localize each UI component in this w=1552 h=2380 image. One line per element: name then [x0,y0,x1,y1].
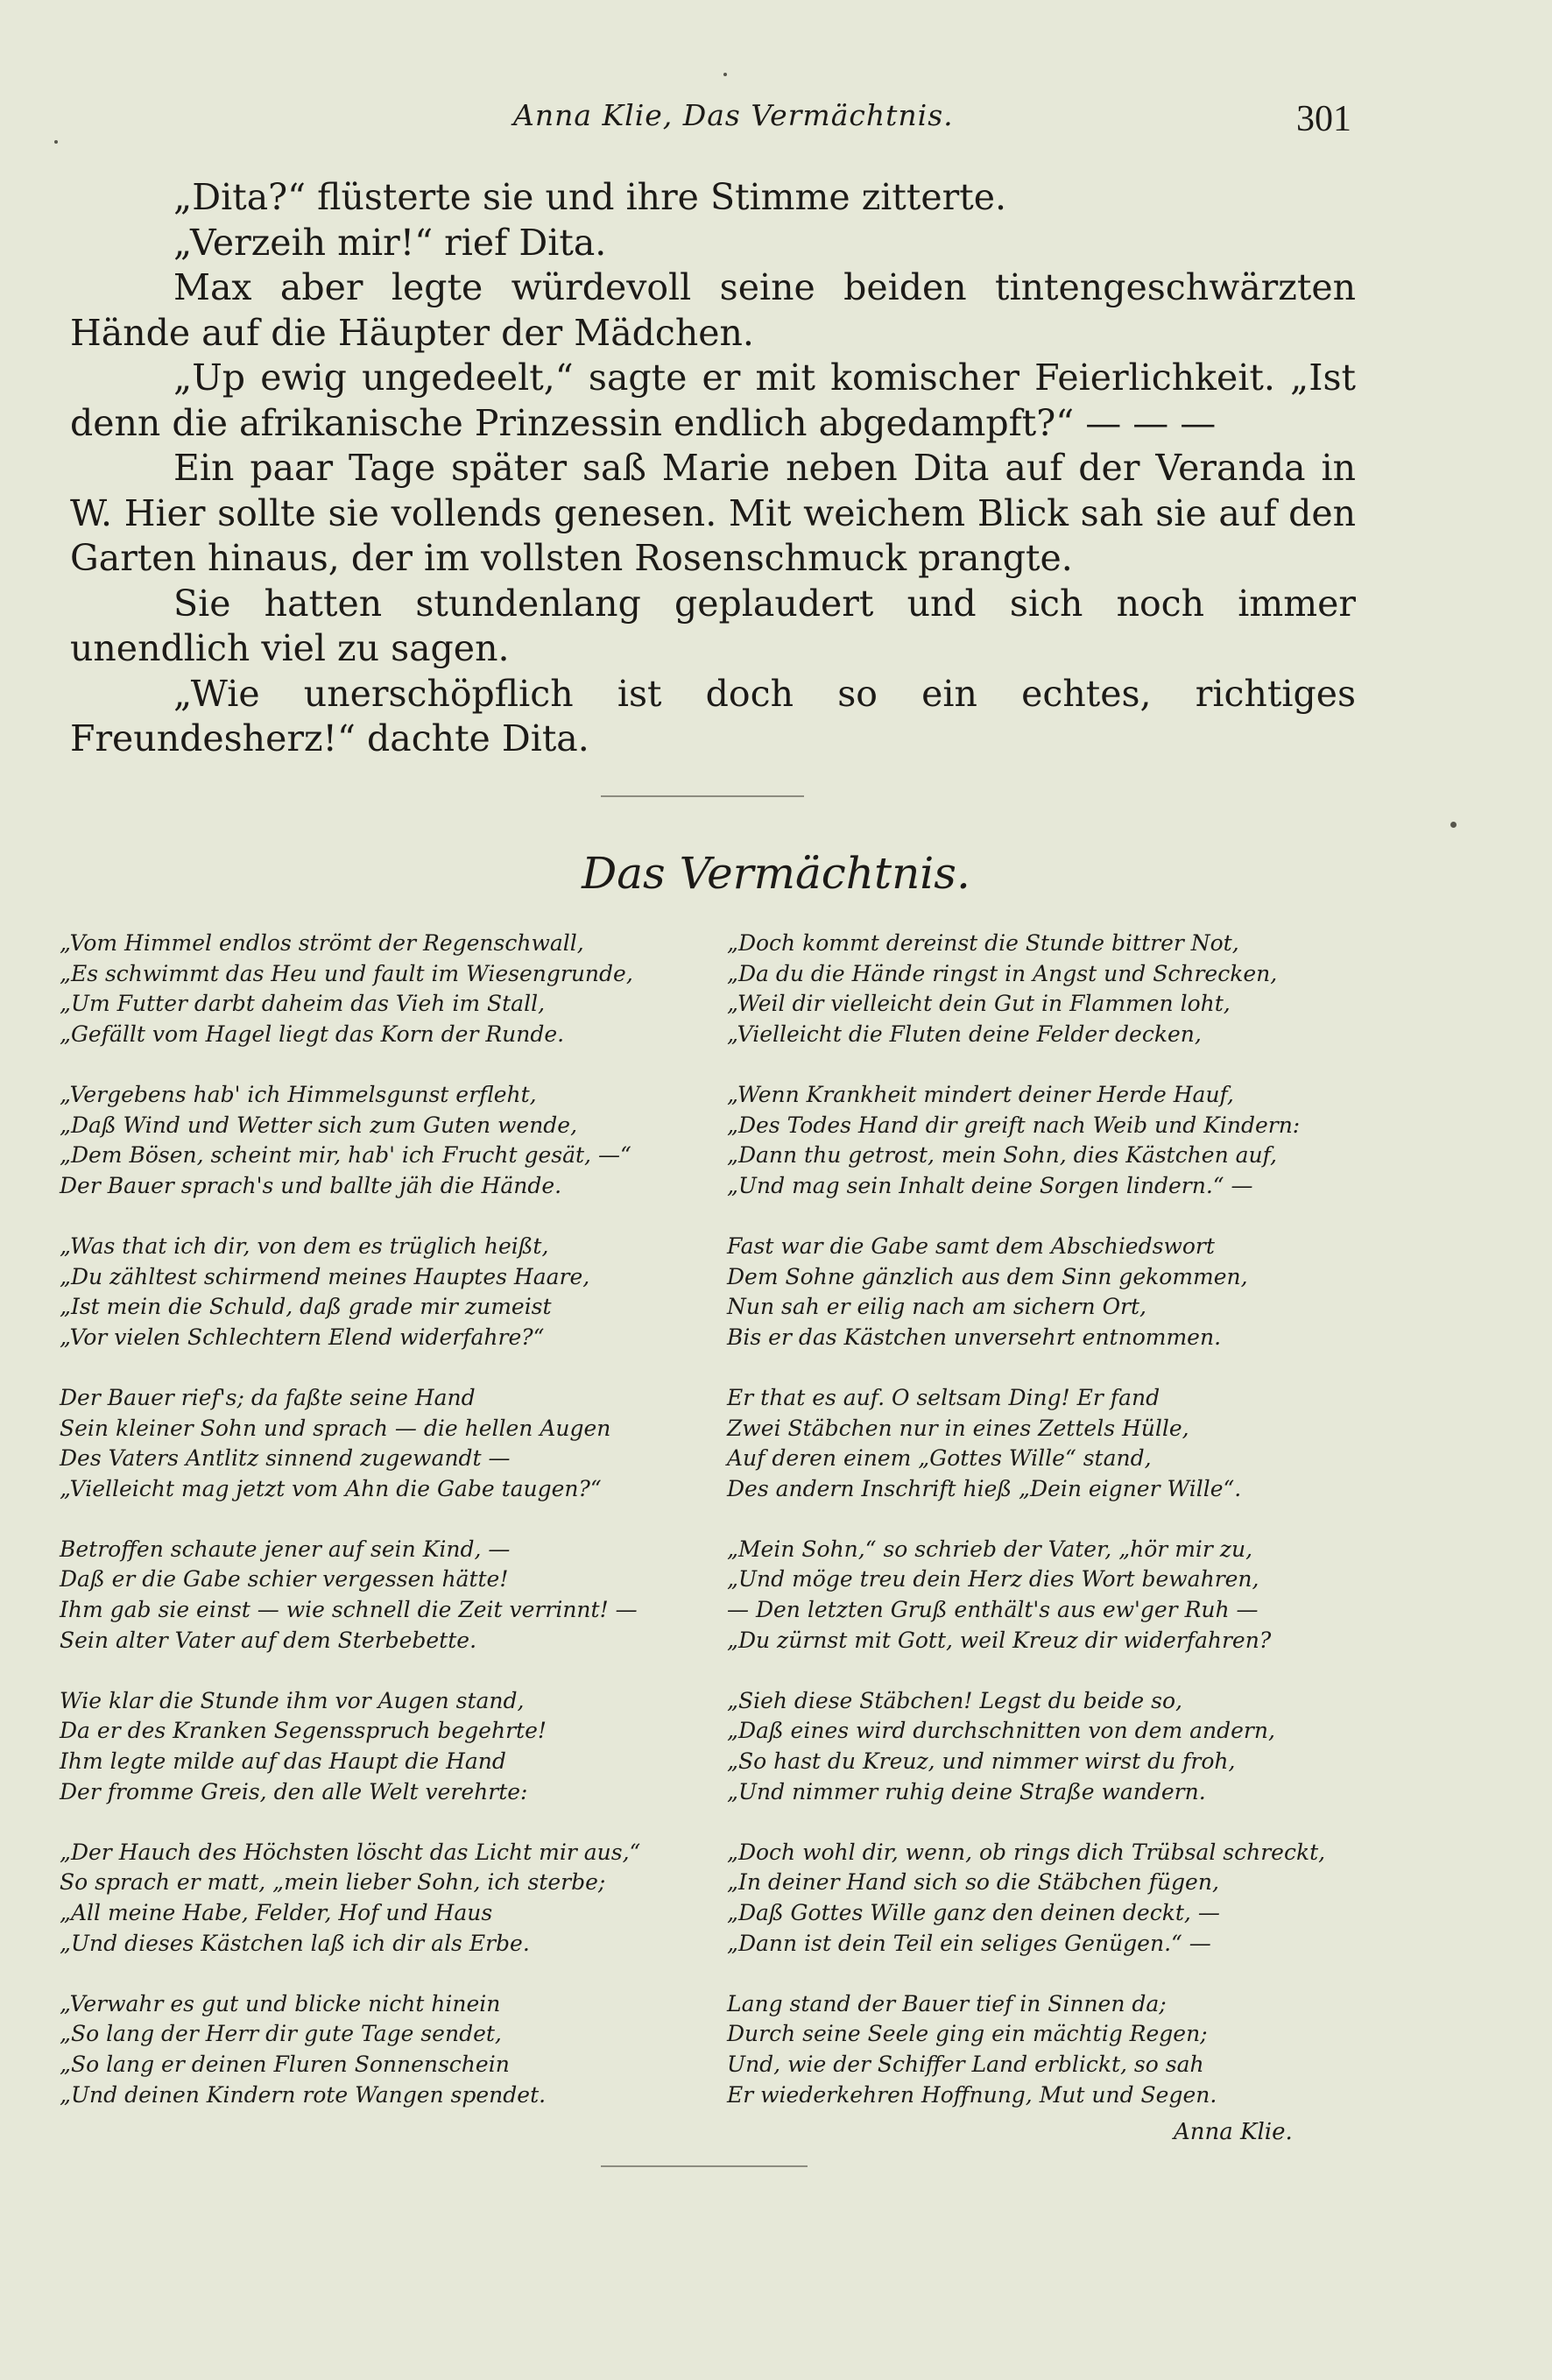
verse-line: Sein kleiner Sohn und sprach — die hellen Augen [60,1415,611,1441]
verse-line: „Und mag sein Inhalt deine Sorgen lindern.“ — [727,1172,1253,1198]
stanza [727,1838,1340,1959]
verse-line: „Gefällt vom Hagel liegt das Korn der Runde. [60,1021,565,1047]
verse-line: „Du zähltest schirmend meines Hauptes Haare, [60,1263,590,1289]
author-signature: Anna Klie. [1174,2119,1293,2145]
verse-line: Zwei Stäbchen nur in eines Zettels Hülle, [727,1415,1189,1441]
verse-line: „Wenn Krankheit mindert deiner Herde Hauf, [727,1081,1234,1107]
verse-line: „Und nimmer ruhig deine Straße wandern. [727,1778,1206,1804]
verse-line: „Daß Wind und Wetter sich zum Guten wende, [60,1112,578,1138]
verse-line: Und, wie der Schiffer Land erblickt, so sah [727,2051,1204,2077]
verse-line: Der Bauer sprach's und ballte jäh die Hände. [60,1172,562,1198]
verse-line: „All meine Habe, Felder, Hof und Haus [60,1900,493,1925]
verse-line: Dem Sohne gänzlich aus dem Sinn gekommen, [727,1263,1248,1289]
verse-line: Betroffen schaute jener auf sein Kind, — [60,1536,511,1562]
verse-line: Nun sah er eilig nach am sichern Ort, [727,1294,1147,1320]
verse-line: Ihm gab sie einst — wie schnell die Zeit verrinnt! — [60,1597,638,1623]
stanza [60,1989,690,2110]
print-speck [1450,822,1457,828]
verse-line: Wie klar die Stunde ihm vor Augen stand, [60,1687,525,1713]
stanza [60,1232,690,1352]
story-text [70,175,1356,762]
verse-line: „Vielleicht mag jetzt vom Ahn die Gabe taugen?“ [60,1475,602,1501]
verse-line: „Dem Bösen, scheint mir, hab' ich Frucht gesät, —“ [60,1142,631,1169]
verse-line: „Sieh diese Stäbchen! Legst du beide so, [727,1687,1182,1713]
paragraph: „Wie unerschöpflich ist doch so ein echtes, richtiges Freundesherz!“ dachte Dita. [70,672,1356,759]
stanza [727,929,1340,1049]
verse-line: „Daß eines wird durchschnitten von dem andern, [727,1718,1275,1744]
verse-line: „Vor vielen Schlechtern Elend widerfahre?“ [60,1324,545,1350]
verse-line: „Und deinen Kindern rote Wangen spendet. [60,2081,547,2108]
verse-line: „Der Hauch des Höchsten löscht das Licht mir aus,“ [60,1839,641,1865]
paragraph: „Up ewig ungedeelt,“ sagte er mit komischer Feierlichkeit. „Ist denn die afrikanische Prinzessin endlich abgedampft?“ — — — [70,357,1356,444]
verse-line: „Weil dir vielleicht dein Gut in Flammen loht, [727,991,1231,1017]
print-speck [54,140,58,144]
verse-line: Da er des Kranken Segensspruch begehrte! [60,1718,547,1744]
verse-line: Lang stand der Bauer tief in Sinnen da; [727,1990,1167,2016]
verse-line: „Vielleicht die Fluten deine Felder decken, [727,1021,1202,1047]
paragraph: Ein paar Tage später saß Marie neben Dita auf der Veranda in W. Hier sollte sie vollends genesen. Mit weichem Blick sah sie auf den Garten hinaus, der im vollsten Rosenschmuck prangte. [70,447,1356,579]
section-divider [601,795,804,797]
verse-line: Bis er das Kästchen unversehrt entnommen. [727,1324,1222,1350]
stanza [727,1989,1340,2110]
paragraph: „Verzeih mir!“ rief Dita. [173,221,607,264]
poem-left-column [60,929,690,2141]
verse-line: „Es schwimmt das Heu und fault im Wiesengrunde, [60,960,633,986]
verse-line: „Du zürnst mit Gott, weil Kreuz dir widerfahren? [727,1627,1272,1653]
verse-line: „Dann ist dein Teil ein seliges Genügen.“ — [727,1930,1211,1956]
verse-line: „Doch kommt dereinst die Stunde bittrer Not, [727,930,1239,956]
page-number: 301 [1296,99,1351,139]
verse-line: Durch seine Seele ging ein mächtig Regen; [727,2021,1208,2047]
paragraph: Sie hatten stundenlang geplaudert und sich noch immer unendlich viel zu sagen. [70,582,1356,669]
paragraph: Max aber legte würdevoll seine beiden tintengeschwärzten Hände auf die Häupter der Mädchen. [70,266,1356,354]
verse-line: Er that es auf. O seltsam Ding! Er fand [727,1384,1160,1410]
verse-line: „Und dieses Kästchen laß ich dir als Erbe. [60,1930,530,1956]
stanza [727,1383,1340,1504]
stanza [60,929,690,1049]
running-head: Anna Klie, Das Vermächtnis. [513,98,954,132]
verse-line: „Und möge treu dein Herz dies Wort bewahren, [727,1566,1259,1593]
verse-line: Der Bauer rief's; da faßte seine Hand [60,1384,476,1410]
verse-line: „Mein Sohn,“ so schrieb der Vater, „hör mir zu, [727,1536,1253,1562]
stanza [60,1080,690,1201]
stanza [727,1232,1340,1352]
print-speck [723,73,727,76]
verse-line: Ihm legte milde auf das Haupt die Hand [60,1748,506,1775]
verse-line: Daß er die Gabe schier vergessen hätte! [60,1566,509,1593]
verse-line: „So lang der Herr dir gute Tage sendet, [60,2021,502,2047]
verse-line: Des andern Inschrift hieß „Dein eigner Wille“. [727,1475,1242,1501]
paragraph: „Dita?“ flüsterte sie und ihre Stimme zitterte. [173,176,1007,218]
poem-right-column [727,929,1340,2141]
verse-line: „Da du die Hände ringst in Angst und Schrecken, [727,960,1278,986]
stanza [727,1080,1340,1201]
verse-line: „So hast du Kreuz, und nimmer wirst du froh, [727,1748,1236,1775]
verse-line: „Vom Himmel endlos strömt der Regenschwall, [60,930,584,956]
verse-line: „Dann thu getrost, mein Sohn, dies Kästchen auf, [727,1142,1277,1169]
verse-line: — Den letzten Gruß enthält's aus ew'ger Ruh — [727,1597,1259,1623]
stanza [60,1838,690,1959]
verse-line: „Verwahr es gut und blicke nicht hinein [60,1990,501,2016]
verse-line: Der fromme Greis, den alle Welt verehrte: [60,1778,528,1804]
verse-line: Auf deren einem „Gottes Wille“ stand, [727,1445,1152,1472]
verse-line: „Doch wohl dir, wenn, ob rings dich Trübsal schreckt, [727,1839,1326,1865]
verse-line: Sein alter Vater auf dem Sterbebette. [60,1627,477,1653]
verse-line: „So lang er deinen Fluren Sonnenschein [60,2051,510,2077]
verse-line: „In deiner Hand sich so die Stäbchen fügen, [727,1869,1219,1896]
verse-line: „Des Todes Hand dir greift nach Weib und Kindern: [727,1112,1301,1138]
verse-line: „Daß Gottes Wille ganz den deinen deckt, — [727,1900,1220,1925]
verse-line: „Vergebens hab' ich Himmelsgunst erfleht, [60,1081,537,1107]
verse-line: „Ist mein die Schuld, daß grade mir zumeist [60,1294,552,1320]
stanza [727,1686,1340,1807]
verse-line: So sprach er matt, „mein lieber Sohn, ich sterbe; [60,1869,606,1896]
end-divider [601,2165,808,2167]
verse-line: Fast war die Gabe samt dem Abschiedswort [727,1232,1215,1259]
verse-line: „Um Futter darbt daheim das Vieh im Stall, [60,991,546,1017]
stanza [60,1383,690,1504]
verse-line: Des Vaters Antlitz sinnend zugewandt — [60,1445,511,1472]
poem-title: Das Vermächtnis. [582,848,970,899]
verse-line: Er wiederkehren Hoffnung, Mut und Segen. [727,2081,1217,2108]
stanza [60,1535,690,1656]
stanza [727,1535,1340,1656]
verse-line: „Was that ich dir, von dem es trüglich heißt, [60,1232,549,1259]
stanza [60,1686,690,1807]
